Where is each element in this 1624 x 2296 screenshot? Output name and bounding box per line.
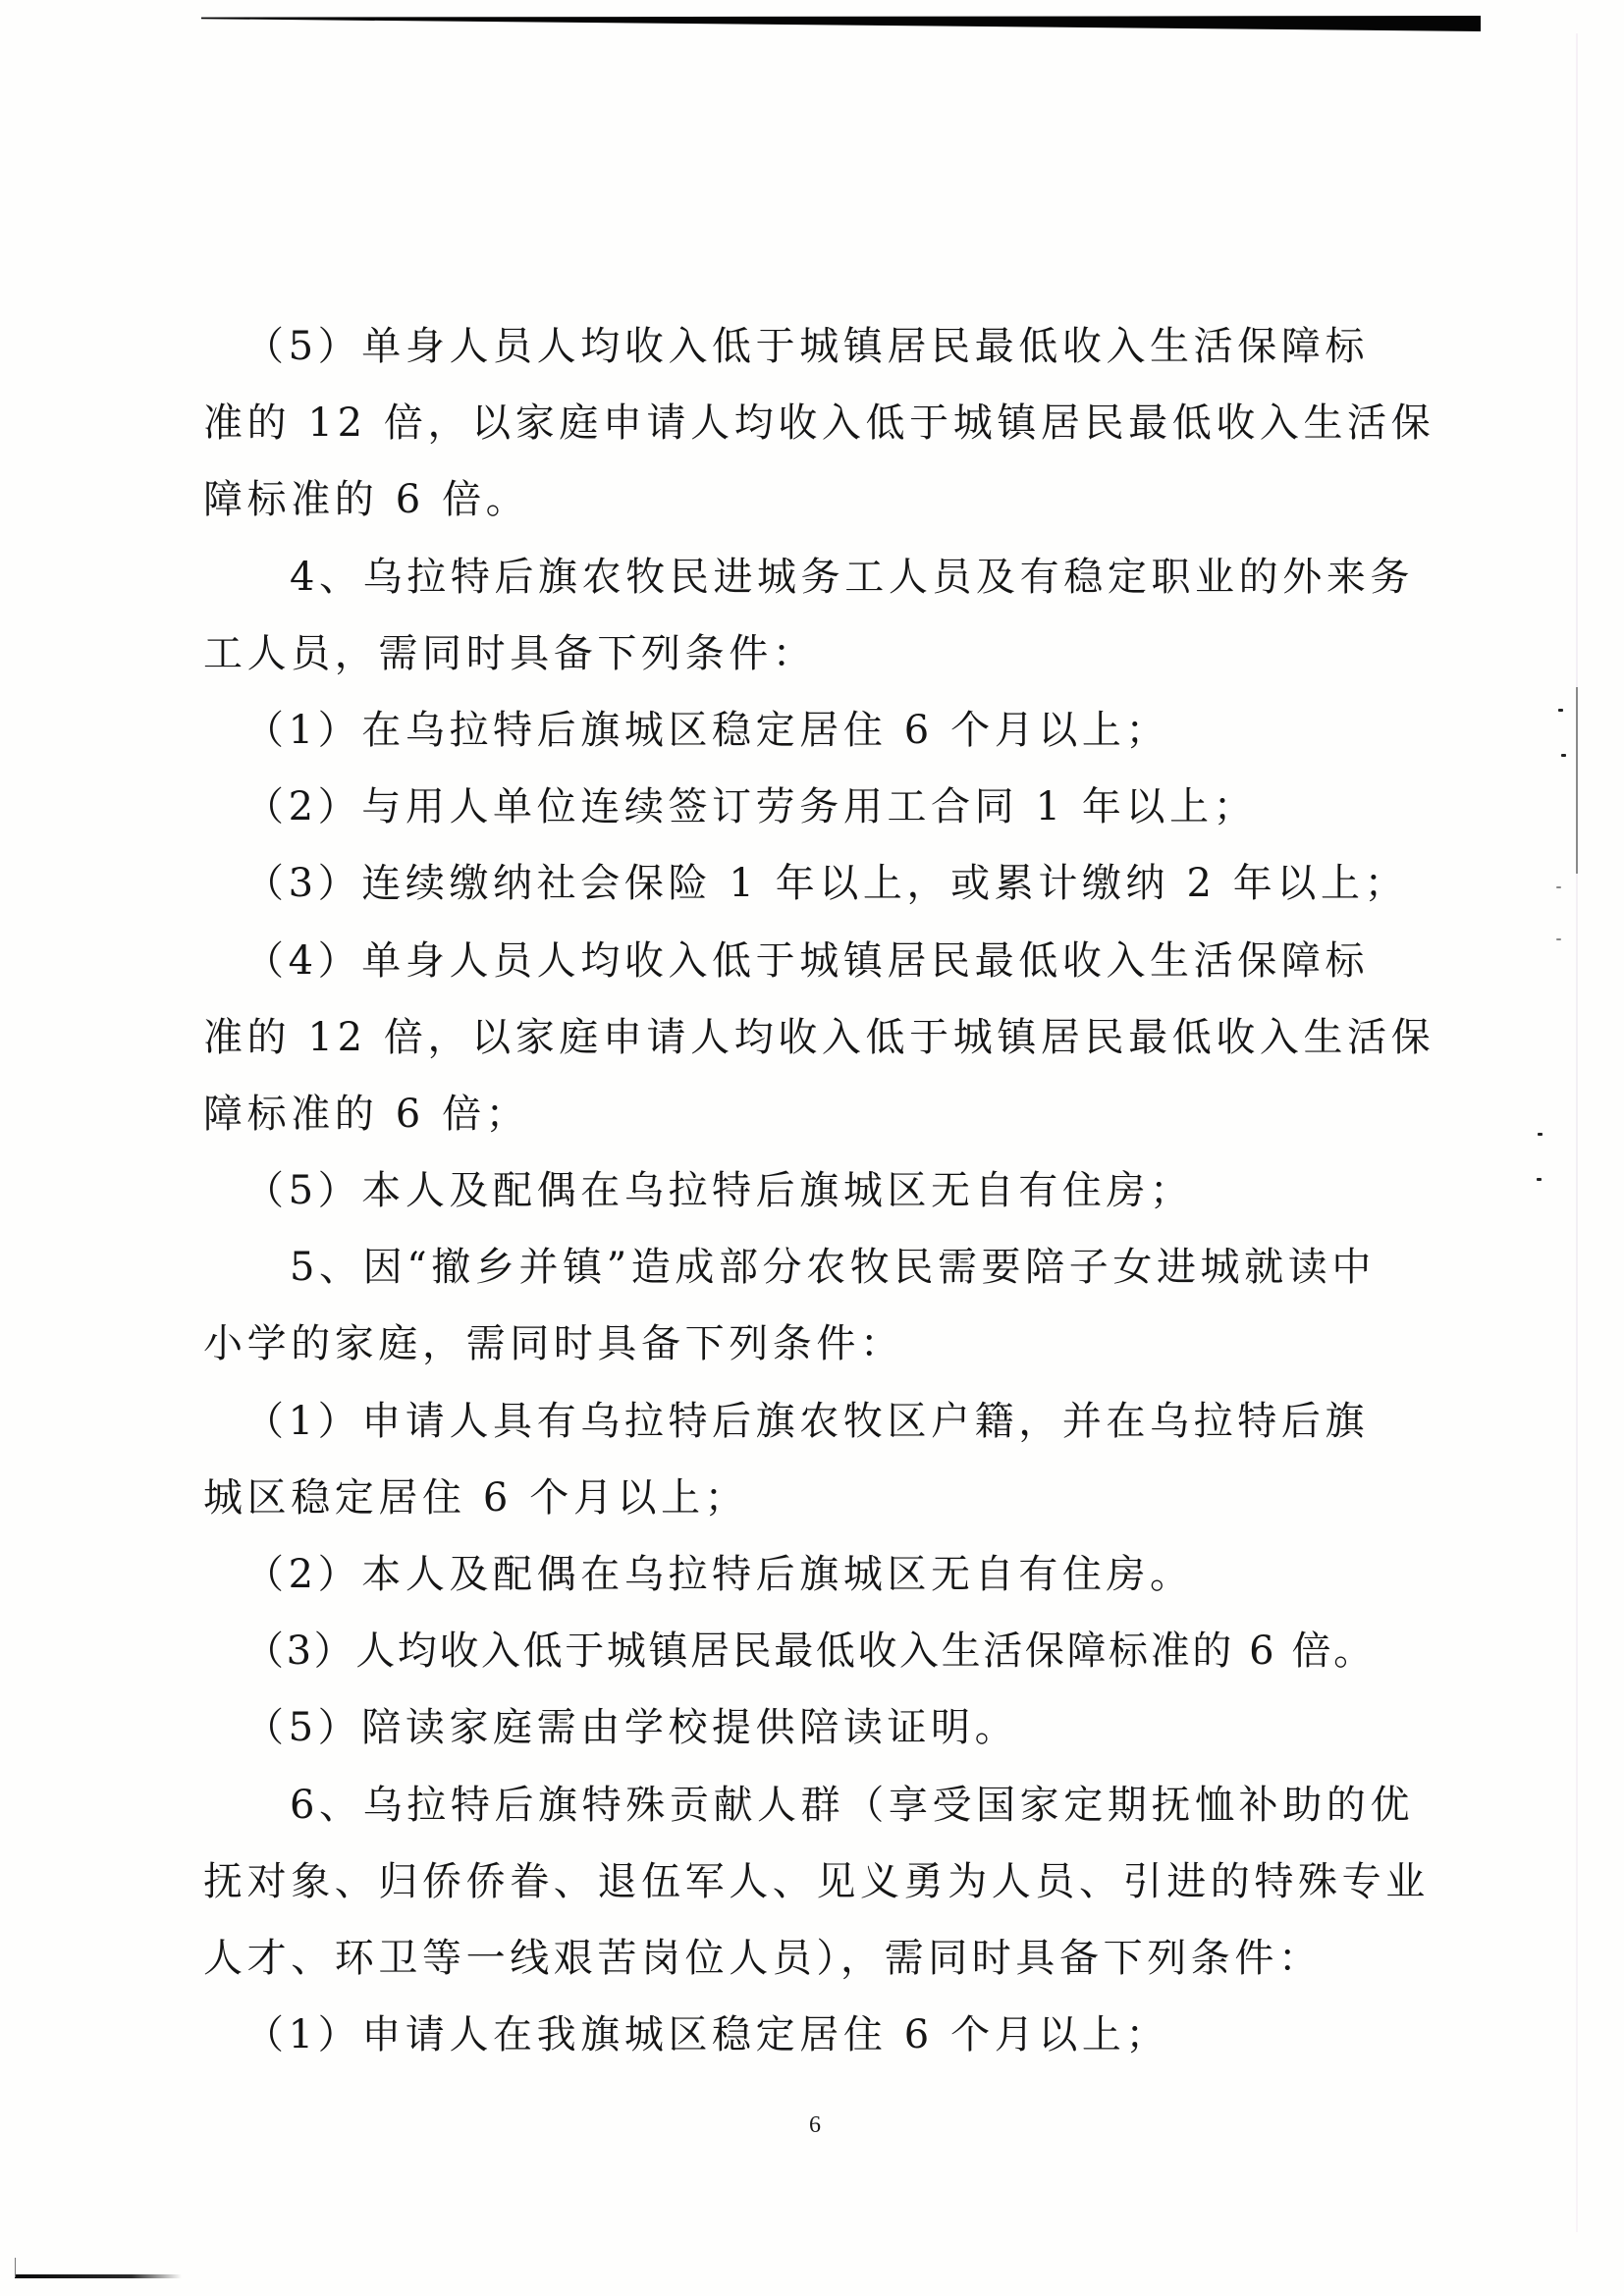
paragraph-line: 人才、环卫等一线艰苦岗位人员），需同时具备下列条件：: [203, 1935, 1323, 1981]
list-item: （3）人均收入低于城镇居民最低收入生活保障标准的 6 倍。: [244, 1629, 1376, 1675]
scanner-shadow-bottom: [15, 2274, 182, 2278]
scan-speck: [1556, 938, 1561, 940]
scanner-edge-left-bottom: [15, 2258, 16, 2277]
paragraph-line: 障标准的 6 倍。: [203, 477, 530, 523]
scan-speck: [1561, 754, 1566, 757]
list-item: （2）与用人单位连续签订劳务用工合同 1 年以上；: [244, 784, 1258, 830]
list-item: （1）在乌拉特后旗城区稳定居住 6 个月以上；: [244, 707, 1170, 753]
section-heading-5: 5、因“撤乡并镇”造成部分农牧民需要陪子女进城就读中: [290, 1245, 1376, 1291]
list-item: （4）单身人员人均收入低于城镇居民最低收入生活保障标: [244, 937, 1370, 984]
paragraph-line: 小学的家庭，需同时具备下列条件：: [203, 1321, 904, 1367]
scanner-edge-right-dark: [1576, 687, 1578, 874]
section-heading-4: 4、乌拉特后旗农牧民进城务工人员及有稳定职业的外来务: [290, 554, 1415, 600]
page-number: 6: [809, 2112, 821, 2138]
paragraph-line: 抚对象、归侨侨眷、退伍军人、见义勇为人员、引进的特殊专业: [203, 1858, 1430, 1904]
document-body: [203, 319, 1450, 2084]
list-item: （1）申请人具有乌拉特后旗农牧区户籍，并在乌拉特后旗: [244, 1398, 1370, 1444]
paragraph-line: 工人员，需同时具备下列条件：: [203, 630, 817, 676]
paragraph-line: 障标准的 6 倍；: [203, 1091, 530, 1137]
scan-speck: [1556, 886, 1561, 888]
list-item: （5）陪读家庭需由学校提供陪读证明。: [244, 1705, 1019, 1751]
scan-speck: [1558, 709, 1563, 712]
paragraph-line: 城区稳定居住 6 个月以上；: [203, 1474, 749, 1521]
list-item: （5）本人及配偶在乌拉特后旗城区无自有住房；: [244, 1168, 1194, 1214]
paragraph-line: 准的 12 倍，以家庭申请人均收入低于城镇居民最低收入生活保: [203, 400, 1435, 447]
section-heading-6: 6、乌拉特后旗特殊贡献人群（享受国家定期抚恤补助的优: [290, 1782, 1415, 1828]
scan-speck: [1537, 1178, 1542, 1181]
list-item: （2）本人及配偶在乌拉特后旗城区无自有住房。: [244, 1552, 1194, 1597]
paragraph-line: （5）单身人员人均收入低于城镇居民最低收入生活保障标: [244, 324, 1370, 369]
list-item: （3）连续缴纳社会保险 1 年以上，或累计缴纳 2 年以上；: [244, 861, 1409, 907]
scanner-edge-right: [1576, 33, 1578, 2232]
scanner-shadow-top: [201, 16, 1481, 31]
scan-speck: [1538, 1133, 1543, 1136]
list-item: （1）申请人在我旗城区稳定居住 6 个月以上；: [244, 2012, 1170, 2058]
paragraph-line: 准的 12 倍，以家庭申请人均收入低于城镇居民最低收入生活保: [203, 1014, 1435, 1060]
